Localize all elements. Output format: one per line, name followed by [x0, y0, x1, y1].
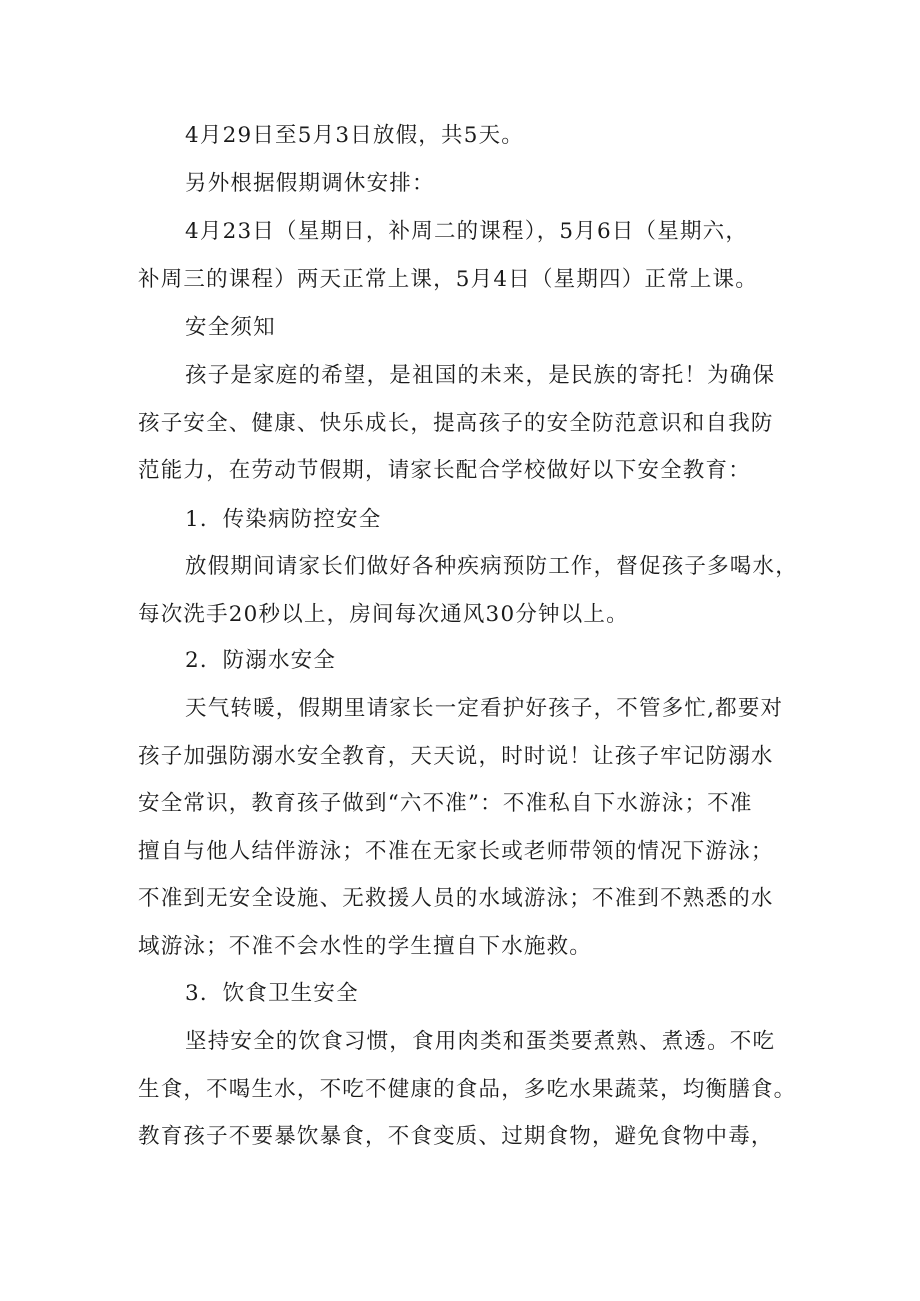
text-line: 1．传染病防控安全 — [185, 507, 382, 532]
text-line: 域游泳；不准不会水性的学生擅自下水施救。 — [138, 933, 593, 959]
text-line: 补周三的课程）两天正常上课，5月4日（星期四）正常上课。 — [138, 266, 758, 292]
paragraph — [138, 637, 810, 685]
text-line: 4月29日至5月3日放假，共5天。 — [185, 123, 524, 148]
paragraph — [138, 685, 810, 970]
paragraph — [138, 1018, 810, 1161]
text-line: 3．饮食卫生安全 — [185, 981, 359, 1006]
text-line: 2．防溺水安全 — [185, 648, 337, 673]
text-line: 不准到无安全设施、无救援人员的水域游泳；不准到不熟悉的水 — [138, 886, 774, 911]
text-line: 擅自与他人结伴游泳；不准在无家长或老师带领的情况下游泳； — [138, 838, 774, 864]
paragraph — [138, 496, 810, 544]
paragraph — [138, 352, 810, 495]
text-line: 坚持安全的饮食习惯，食用肉类和蛋类要煮熟、煮透。不吃 — [185, 1029, 776, 1054]
text-line: 另外根据假期调休安排： — [185, 171, 435, 196]
text-line: 教育孩子不要暴饮暴食，不食变质、过期食物，避免食物中毒， — [138, 1124, 774, 1149]
text-line: 孩子是家庭的希望，是祖国的未来，是民族的寄托！为确保 — [185, 363, 776, 388]
text-line: 范能力，在劳动节假期，请家长配合学校做好以下安全教育： — [138, 458, 751, 483]
text-line: 每次洗手20秒以上，房间每次通风30分钟以上。 — [138, 601, 629, 627]
paragraph — [138, 970, 810, 1018]
text-line: 4月23日（星期日，补周二的课程），5月6日（星期六， — [185, 219, 749, 244]
text-line: 孩子安全、健康、快乐成长，提高孩子的安全防范意识和自我防 — [138, 410, 774, 436]
paragraph — [138, 112, 810, 160]
text-line: 安全须知 — [185, 315, 276, 340]
text-line: 天气转暖，假期里请家长一定看护好孩子，不管多忙,都要对 — [185, 696, 784, 721]
text-line: 安全常识，教育孩子做到“六不准”：不准私自下水游泳；不准 — [138, 791, 753, 816]
text-line: 生食，不喝生水，不吃不健康的食品，多吃水果蔬菜，均衡膳食。 — [138, 1076, 797, 1102]
text-line: 放假期间请家长们做好各种疾病预防工作，督促孩子多喝水， — [185, 554, 798, 579]
paragraph — [138, 208, 810, 303]
paragraph — [138, 304, 810, 352]
paragraph — [138, 543, 810, 638]
paragraph — [138, 160, 810, 208]
text-line: 孩子加强防溺水安全教育，天天说，时时说！让孩子牢记防溺水 — [138, 743, 774, 769]
